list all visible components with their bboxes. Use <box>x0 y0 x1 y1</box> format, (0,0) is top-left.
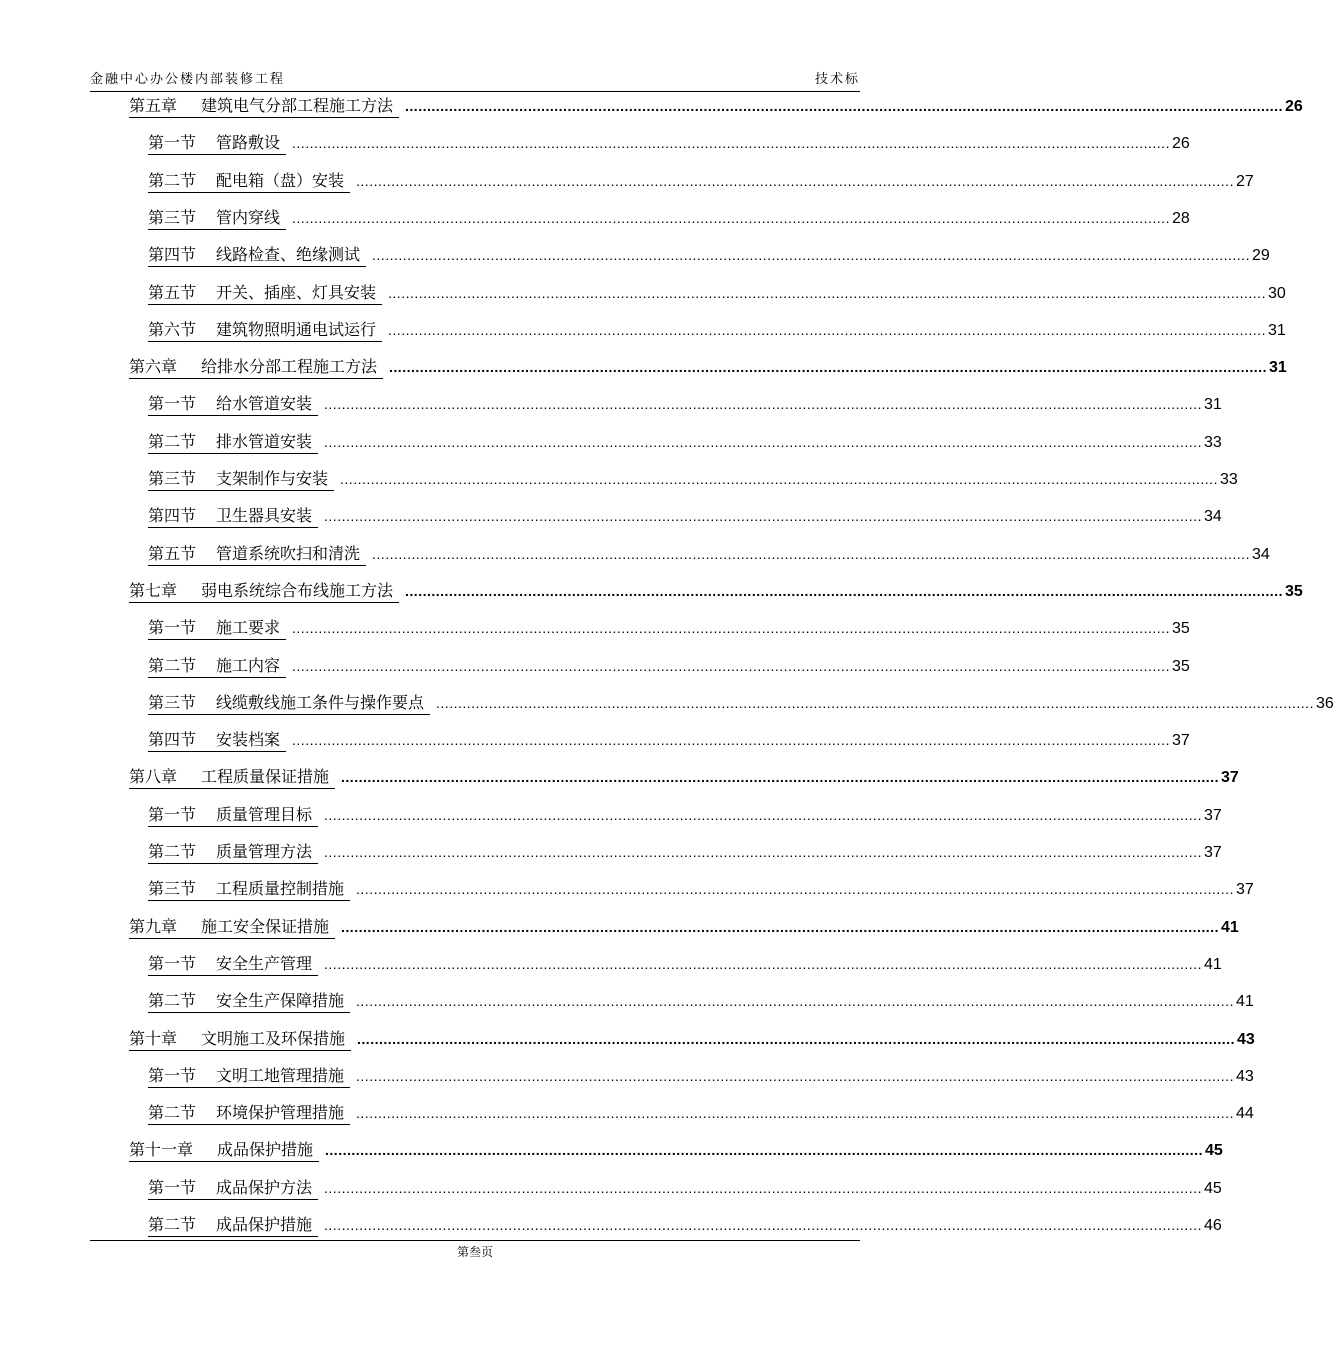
toc-section-entry[interactable] <box>148 502 1222 528</box>
toc-chapter-entry[interactable] <box>129 1025 1255 1051</box>
project-title: 金融中心办公楼内部装修工程 <box>90 72 286 87</box>
toc-page-number: 33 <box>1219 471 1238 488</box>
toc-dot-leader: ........................................................................................................................................................................................................ <box>324 396 1202 413</box>
toc-page-number: 45 <box>1203 1179 1222 1197</box>
toc-entry-title: 安全生产保障措施 <box>216 991 345 1011</box>
toc-entry-number: 第四节 <box>148 245 197 265</box>
toc-entry-number: 第二节 <box>148 842 197 861</box>
toc-dot-leader: ........................................................................................................................................................................................................ <box>356 881 1234 898</box>
toc-entry-title: 卫生器具安装 <box>216 506 313 526</box>
toc-entry-number: 第六章 <box>129 357 178 377</box>
toc-entry-title: 施工安全保证措施 <box>201 916 330 936</box>
toc-chapter-entry[interactable] <box>129 353 1287 379</box>
toc-page-number: 30 <box>1267 284 1286 302</box>
toc-page-number: 46 <box>1203 1217 1222 1234</box>
toc-entry-number: 第一节 <box>148 618 197 638</box>
toc-chapter-entry[interactable] <box>129 913 1239 939</box>
toc-section-entry[interactable] <box>148 129 1190 155</box>
toc-entry-title: 环境保护管理措施 <box>216 1103 345 1123</box>
toc-dot-leader: ........................................................................................................................................................................................................ <box>388 321 1266 338</box>
toc-entry-number: 第三节 <box>148 469 197 488</box>
toc-dot-leader: ........................................................................................................................................................................................................ <box>405 582 1283 599</box>
toc-page-number: 31 <box>1268 359 1287 377</box>
toc-entry-link[interactable] <box>148 320 382 342</box>
toc-entry-number: 第四节 <box>148 730 197 750</box>
toc-section-entry[interactable] <box>148 652 1190 678</box>
toc-section-entry[interactable] <box>148 1211 1222 1237</box>
toc-entry-number: 第六节 <box>148 319 197 339</box>
toc-entry-title: 管路敷设 <box>216 133 281 153</box>
toc-dot-leader: ........................................................................................................................................................................................................ <box>372 545 1250 562</box>
footer-divider <box>90 1240 860 1241</box>
toc-entry-link[interactable] <box>148 544 366 566</box>
toc-entry-link[interactable] <box>129 1140 319 1162</box>
toc-page-number: 35 <box>1171 620 1190 638</box>
toc-entry-link[interactable] <box>148 954 318 976</box>
toc-dot-leader: ........................................................................................................................................................................................................ <box>356 993 1234 1010</box>
toc-entry-link[interactable] <box>148 208 286 230</box>
toc-entry-number: 第二节 <box>148 1103 197 1123</box>
toc-entry-title: 线缆敷线施工条件与操作要点 <box>216 692 425 712</box>
toc-page-number: 28 <box>1171 209 1190 227</box>
toc-dot-leader: ........................................................................................................................................................................................................ <box>356 172 1234 189</box>
toc-entry-title: 施工要求 <box>216 618 281 638</box>
toc-page-number: 31 <box>1267 321 1286 339</box>
toc-page-number: 34 <box>1251 545 1270 563</box>
toc-entry-title: 安装档案 <box>216 730 281 750</box>
toc-dot-leader: ........................................................................................................................................................................................................ <box>292 135 1170 152</box>
toc-page-number: 37 <box>1203 806 1222 824</box>
toc-dot-leader: ........................................................................................................................................................................................................ <box>356 1067 1234 1084</box>
toc-page-number: 26 <box>1284 98 1303 115</box>
toc-section-entry[interactable] <box>148 465 1238 491</box>
toc-entry-number: 第二节 <box>148 991 197 1011</box>
toc-entry-title: 支架制作与安装 <box>216 469 329 488</box>
toc-dot-leader: ........................................................................................................................................................................................................ <box>324 806 1202 823</box>
page-header <box>90 64 860 90</box>
toc-entry-link[interactable] <box>129 96 399 118</box>
toc-entry-title: 线路检查、绝缘测试 <box>216 245 361 265</box>
toc-entry-title: 施工内容 <box>216 655 281 675</box>
toc-entry-title: 质量管理目标 <box>216 804 313 824</box>
toc-entry-number: 第九章 <box>129 916 178 936</box>
toc-dot-leader: ........................................................................................................................................................................................................ <box>324 1217 1202 1233</box>
toc-dot-leader: ........................................................................................................................................................................................................ <box>292 657 1170 674</box>
toc-entry-number: 第二节 <box>148 1215 197 1234</box>
toc-entry-title: 工程质量控制措施 <box>216 879 345 899</box>
toc-entry-title: 排水管道安装 <box>216 431 313 451</box>
toc-entry-title: 给水管道安装 <box>216 394 313 414</box>
toc-page-number: 41 <box>1220 918 1239 936</box>
toc-entry-number: 第一节 <box>148 133 197 153</box>
toc-entry-link[interactable] <box>148 842 318 864</box>
toc-dot-leader: ........................................................................................................................................................................................................ <box>324 955 1202 972</box>
toc-dot-leader: ........................................................................................................................................................................................................ <box>372 247 1250 264</box>
toc-entry-number: 第十一章 <box>129 1140 194 1160</box>
toc-dot-leader: ........................................................................................................................................................................................................ <box>324 433 1202 450</box>
toc-entry-link[interactable] <box>129 357 383 379</box>
toc-section-entry[interactable] <box>148 801 1222 827</box>
toc-section-entry[interactable] <box>148 390 1222 416</box>
toc-dot-leader: ........................................................................................................................................................................................................ <box>324 844 1202 860</box>
toc-dot-leader: ........................................................................................................................................................................................................ <box>388 284 1266 301</box>
toc-section-entry[interactable] <box>148 204 1190 230</box>
page-number: 第叁页 <box>456 1245 493 1259</box>
toc-section-entry[interactable] <box>148 167 1254 193</box>
toc-dot-leader: ........................................................................................................................................................................................................ <box>292 209 1170 226</box>
toc-entry-number: 第一节 <box>148 804 197 824</box>
toc-section-entry[interactable] <box>148 540 1270 566</box>
toc-page-number: 37 <box>1235 881 1254 899</box>
toc-page-number: 29 <box>1251 247 1270 265</box>
toc-dot-leader: ........................................................................................................................................................................................................ <box>292 620 1170 637</box>
toc-entry-link[interactable] <box>129 917 335 939</box>
toc-entry-number: 第二节 <box>148 431 197 451</box>
toc-entry-number: 第十章 <box>129 1028 178 1048</box>
toc-entry-link[interactable] <box>148 693 430 715</box>
toc-entry-title: 成品保护措施 <box>217 1140 314 1160</box>
toc-section-entry[interactable] <box>148 279 1286 305</box>
toc-page-number: 37 <box>1220 769 1239 787</box>
toc-page-number: 33 <box>1203 433 1222 451</box>
toc-entry-link[interactable] <box>148 618 286 640</box>
toc-section-entry[interactable] <box>148 987 1254 1013</box>
toc-entry-title: 工程质量保证措施 <box>201 767 330 787</box>
toc-entry-number: 第二节 <box>148 655 197 675</box>
toc-entry-link[interactable] <box>148 991 350 1013</box>
toc-entry-link[interactable] <box>148 1178 318 1200</box>
toc-dot-leader: ........................................................................................................................................................................................................ <box>405 98 1283 114</box>
toc-entry-number: 第二节 <box>148 170 197 190</box>
toc-dot-leader: ........................................................................................................................................................................................................ <box>340 471 1218 487</box>
toc-dot-leader: ........................................................................................................................................................................................................ <box>356 1105 1234 1122</box>
toc-dot-leader: ........................................................................................................................................................................................................ <box>324 508 1202 525</box>
toc-page-number: 37 <box>1203 844 1222 861</box>
toc-section-entry[interactable] <box>148 689 1334 715</box>
toc-entry-link[interactable] <box>129 581 399 603</box>
toc-entry-number: 第七章 <box>129 580 178 600</box>
toc-page-number: 44 <box>1235 1105 1254 1123</box>
toc-chapter-entry[interactable] <box>129 577 1303 603</box>
toc-section-entry[interactable] <box>148 1099 1254 1125</box>
toc-entry-title: 成品保护措施 <box>216 1215 313 1234</box>
toc-entry-title: 建筑电气分部工程施工方法 <box>201 96 394 115</box>
toc-entry-link[interactable] <box>148 506 318 528</box>
toc-entry-number: 第四节 <box>148 506 197 526</box>
toc-entry-title: 文明工地管理措施 <box>216 1065 345 1085</box>
toc-entry-number: 第五章 <box>129 96 178 115</box>
toc-entry-number: 第三节 <box>148 207 197 227</box>
toc-entry-link[interactable] <box>148 133 286 155</box>
toc-entry-link[interactable] <box>129 1029 351 1051</box>
toc-entry-title: 成品保护方法 <box>216 1177 313 1197</box>
toc-entry-link[interactable] <box>148 879 350 901</box>
toc-dot-leader: ........................................................................................................................................................................................................ <box>341 769 1219 786</box>
toc-entry-number: 第一节 <box>148 394 197 414</box>
toc-page-number: 34 <box>1203 508 1222 526</box>
toc-entry-number: 第五节 <box>148 282 197 302</box>
toc-entry-link[interactable] <box>148 730 286 752</box>
toc-page-number: 36 <box>1315 694 1334 712</box>
toc-entry-title: 建筑物照明通电试运行 <box>216 319 377 339</box>
toc-entry-number: 第八章 <box>129 767 178 787</box>
document-type: 技术标 <box>814 72 860 87</box>
toc-page-number: 31 <box>1203 396 1222 414</box>
toc-section-entry[interactable] <box>148 1062 1254 1088</box>
toc-entry-number: 第五节 <box>148 543 197 563</box>
toc-entry-title: 质量管理方法 <box>216 842 313 861</box>
toc-entry-number: 第一节 <box>148 1065 197 1085</box>
toc-page-number: 26 <box>1171 135 1190 153</box>
toc-section-entry[interactable] <box>148 428 1222 454</box>
toc-section-entry[interactable] <box>148 1174 1222 1200</box>
toc-page-number: 43 <box>1236 1030 1255 1048</box>
toc-dot-leader: ........................................................................................................................................................................................................ <box>292 732 1170 749</box>
toc-dot-leader: ........................................................................................................................................................................................................ <box>325 1142 1203 1159</box>
toc-dot-leader: ........................................................................................................................................................................................................ <box>341 918 1219 935</box>
toc-section-entry[interactable] <box>148 614 1190 640</box>
toc-entry-title: 弱电系统综合布线施工方法 <box>201 580 394 600</box>
toc-dot-leader: ........................................................................................................................................................................................................ <box>324 1179 1202 1196</box>
toc-page-number: 27 <box>1235 172 1254 190</box>
toc-entry-link[interactable] <box>148 1215 318 1237</box>
toc-entry-link[interactable] <box>148 805 318 827</box>
toc-entry-link[interactable] <box>129 767 335 789</box>
toc-entry-title: 管内穿线 <box>216 207 281 227</box>
toc-entry-link[interactable] <box>148 656 286 678</box>
toc-page-number: 35 <box>1171 657 1190 675</box>
toc-entry-link[interactable] <box>148 1066 350 1088</box>
toc-entry-number: 第一节 <box>148 953 197 973</box>
toc-entry-link[interactable] <box>148 245 366 267</box>
toc-section-entry[interactable] <box>148 950 1222 976</box>
toc-entry-number: 第三节 <box>148 692 197 712</box>
toc-entry-title: 文明施工及环保措施 <box>201 1028 346 1048</box>
toc-page-number: 41 <box>1203 955 1222 973</box>
toc-page-number: 37 <box>1171 732 1190 750</box>
toc-dot-leader: ........................................................................................................................................................................................................ <box>357 1030 1235 1047</box>
toc-entry-number: 第三节 <box>148 879 197 899</box>
toc-page-number: 41 <box>1235 993 1254 1011</box>
toc-entry-link[interactable] <box>148 171 350 193</box>
toc-entry-number: 第一节 <box>148 1177 197 1197</box>
toc-page-number: 45 <box>1204 1142 1223 1160</box>
toc-entry-link[interactable] <box>148 1103 350 1125</box>
toc-entry-link[interactable] <box>148 469 334 491</box>
toc-chapter-entry[interactable] <box>129 1136 1223 1162</box>
toc-entry-link[interactable] <box>148 432 318 454</box>
toc-dot-leader: ........................................................................................................................................................................................................ <box>389 359 1267 376</box>
toc-entry-link[interactable] <box>148 394 318 416</box>
toc-entry-title: 安全生产管理 <box>216 953 313 973</box>
toc-entry-title: 给排水分部工程施工方法 <box>201 357 378 377</box>
toc-section-entry[interactable] <box>148 875 1254 901</box>
toc-chapter-entry[interactable] <box>129 92 1303 118</box>
toc-page-number: 43 <box>1235 1067 1254 1085</box>
toc-page-number: 35 <box>1284 582 1303 600</box>
toc-entry-title: 开关、插座、灯具安装 <box>216 282 377 302</box>
toc-section-entry[interactable] <box>148 838 1222 864</box>
toc-section-entry[interactable] <box>148 316 1286 342</box>
toc-section-entry[interactable] <box>148 726 1190 752</box>
toc-entry-link[interactable] <box>148 283 382 305</box>
toc-section-entry[interactable] <box>148 241 1270 267</box>
toc-entry-title: 管道系统吹扫和清洗 <box>216 543 361 563</box>
toc-chapter-entry[interactable] <box>129 763 1239 789</box>
toc-dot-leader: ........................................................................................................................................................................................................ <box>436 694 1314 711</box>
toc-entry-title: 配电箱（盘）安装 <box>216 170 345 190</box>
